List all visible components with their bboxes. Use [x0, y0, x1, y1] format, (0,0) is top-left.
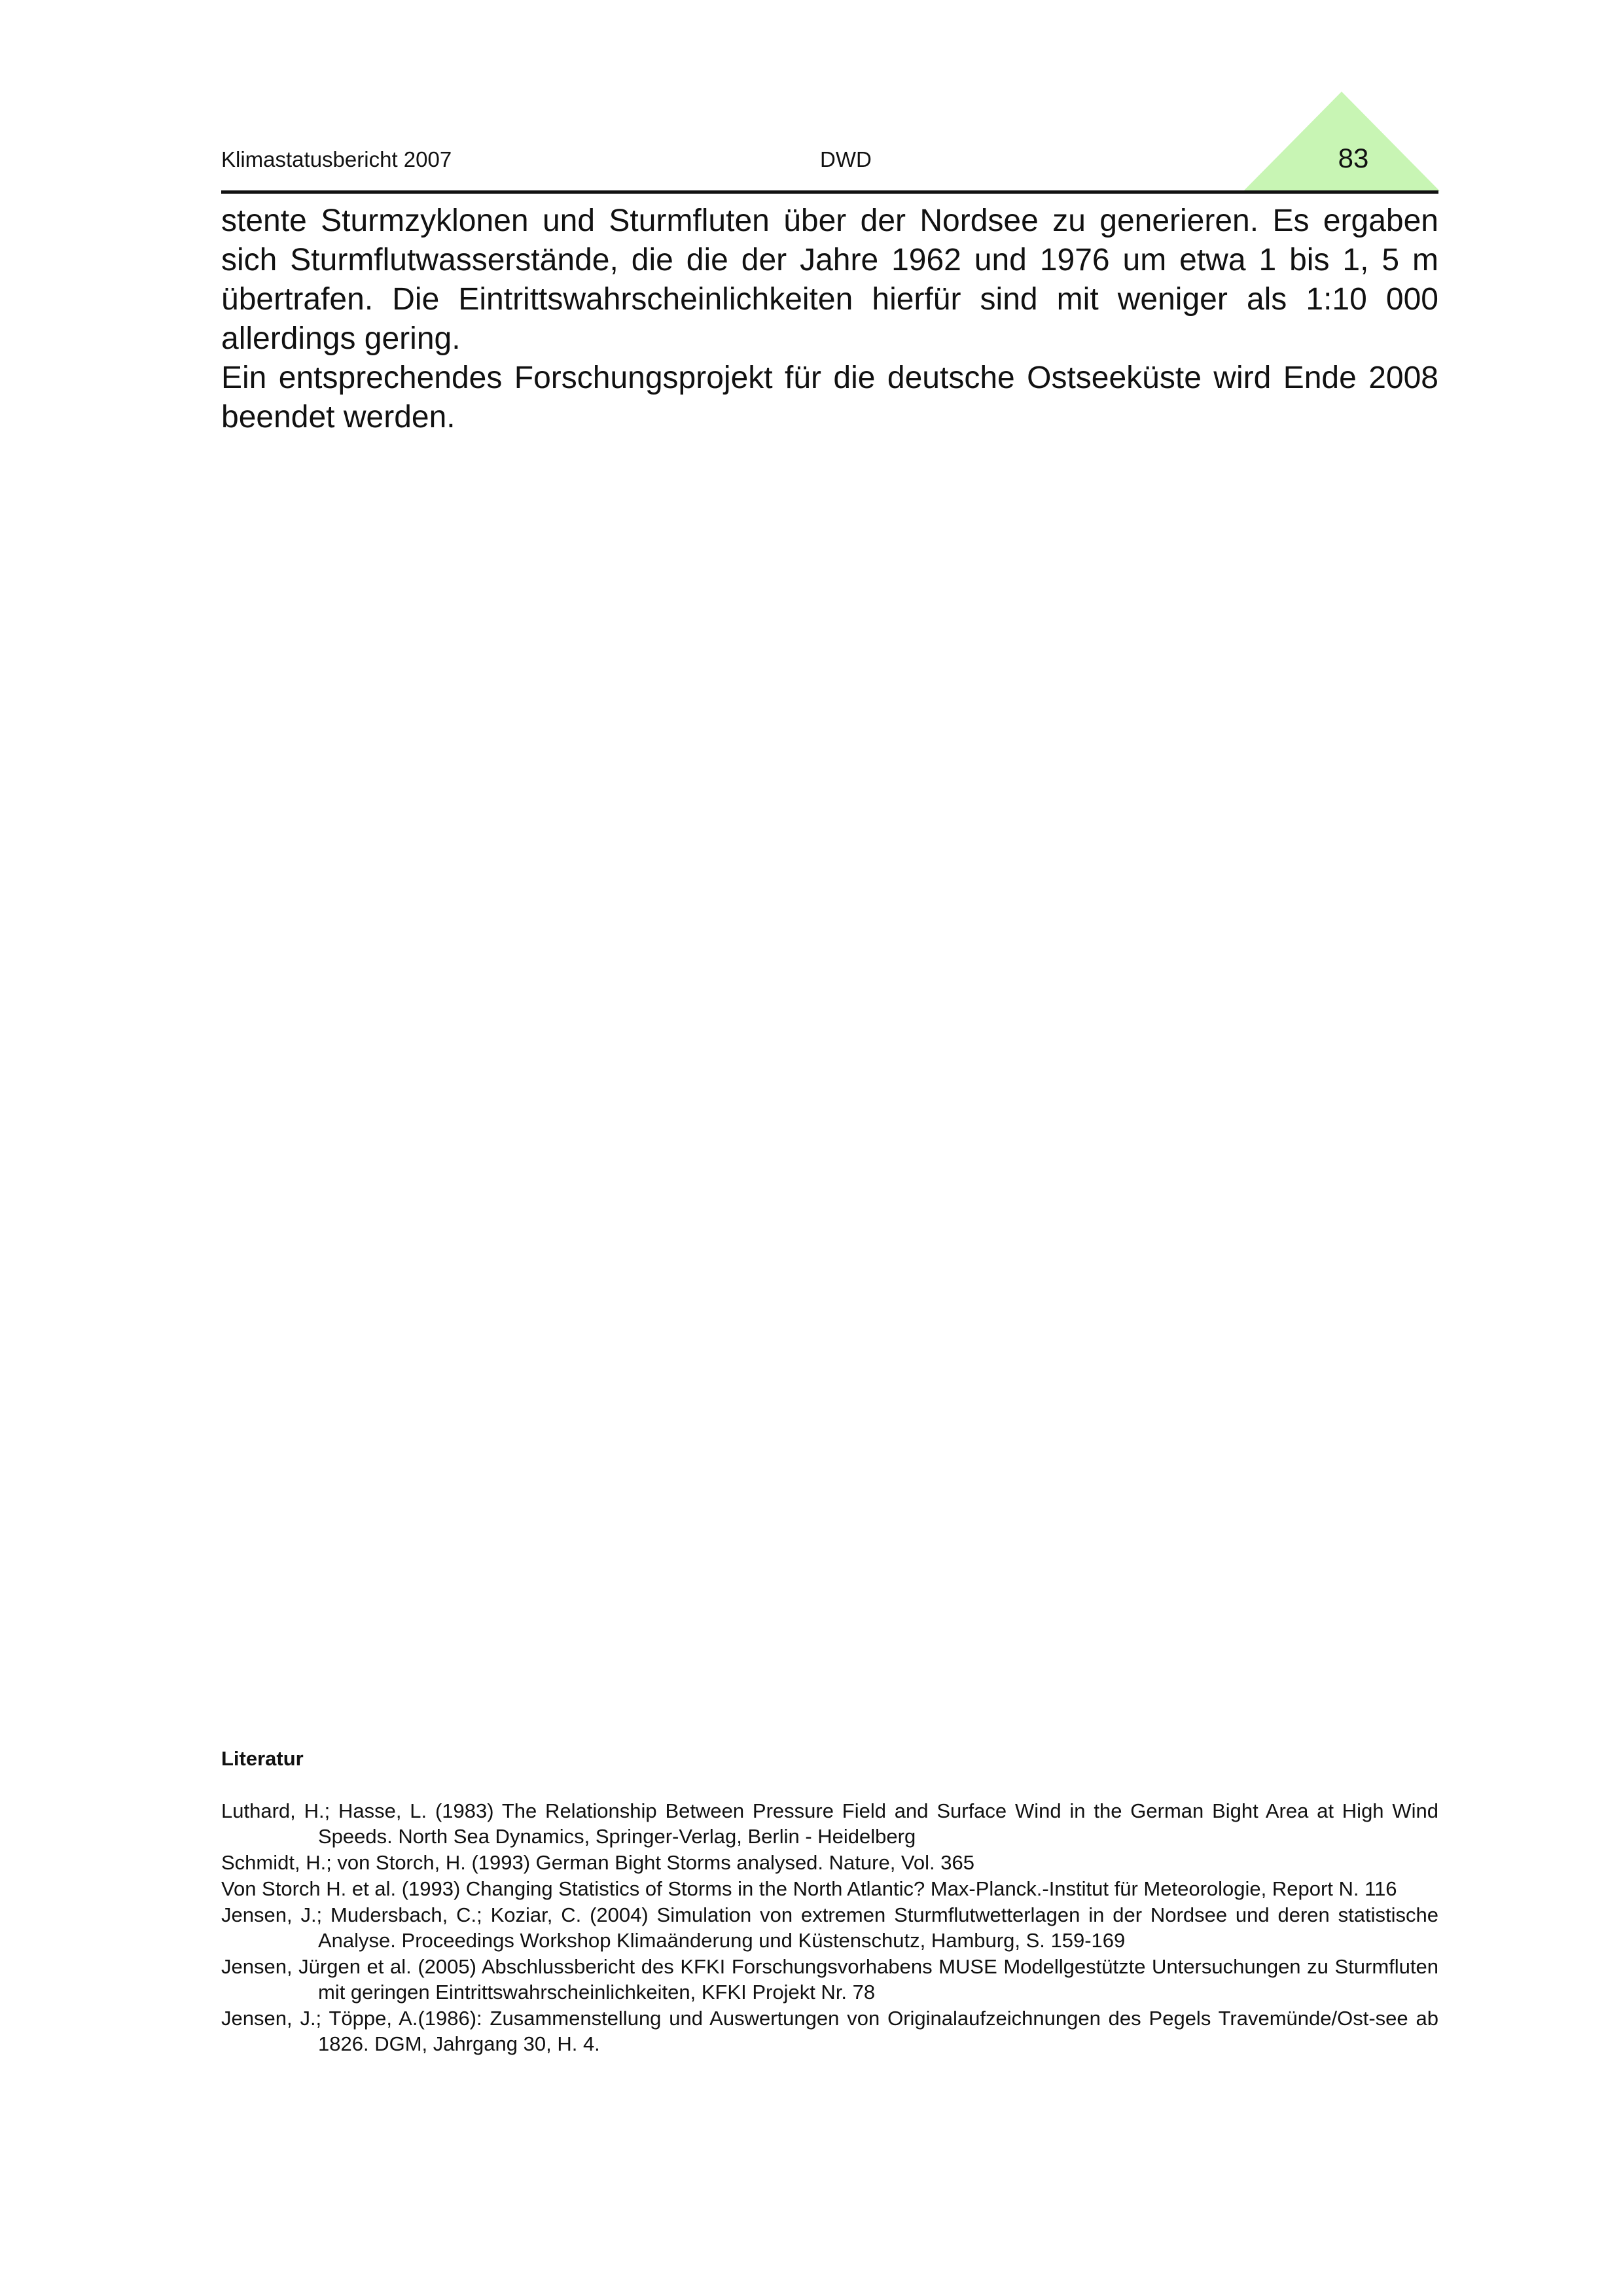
body-paragraph: stente Sturmzyklonen und Sturmfluten über der Nordsee zu generieren. Es ergaben sich Sturmflutwasserstände, die die der Jahre 1962 und 1976 um etwa 1 bis 1, 5 m übertrafen. Die Eintrittswahrscheinlichkeiten hierfür sind mit weniger als 1:10 000 allerdings gering. [221, 203, 1438, 356]
page-number-triangle [1243, 92, 1440, 191]
reference-list [221, 1798, 1438, 2057]
report-title: Klimastatusbericht 2007 [221, 147, 452, 171]
reference-item: Luthard, H.; Hasse, L. (1983) The Relationship Between Pressure Field and Surface Wind in the German Bight Area at High Wind Speeds. North Sea Dynamics, Springer-Verlag, Berlin - Heidelberg [221, 1799, 1438, 1848]
literature-heading: Literatur [221, 1747, 304, 1770]
header-rule [221, 190, 1438, 194]
publisher-name: DWD [820, 147, 872, 171]
reference-item: Jensen, J.; Mudersbach, C.; Koziar, C. (2004) Simulation von extremen Sturmflutwetterlagen in der Nordsee und deren statistische Analyse. Proceedings Workshop Klimaänderung und Küstenschutz, Hamburg, S. 159-169 [221, 1903, 1438, 1952]
reference-item: Schmidt, H.; von Storch, H. (1993) German Bight Storms analysed. Nature, Vol. 365 [221, 1851, 974, 1874]
reference-item: Von Storch H. et al. (1993) Changing Statistics of Storms in the North Atlantic? Max-Planck.-Institut für Meteorologie, Report N. 116 [221, 1877, 1397, 1900]
page-number: 83 [1338, 143, 1369, 173]
reference-item: Jensen, Jürgen et al. (2005) Abschlussbericht des KFKI Forschungsvorhabens MUSE Modellgestützte Untersuchungen zu Sturmfluten mit geringen Eintrittswahrscheinlichkeiten, KFKI Projekt Nr. 78 [221, 1955, 1438, 2004]
body-paragraph: Ein entsprechendes Forschungsprojekt für die deutsche Ostseeküste wird Ende 2008 beendet werden. [221, 361, 1438, 434]
body-text [221, 202, 1438, 437]
page-header [221, 92, 1438, 193]
reference-item: Jensen, J.; Töppe, A.(1986): Zusammenstellung und Auswertungen von Originalaufzeichnungen des Pegels Travemünde/Ost-see ab 1826. DGM, Jahrgang 30, H. 4. [221, 2007, 1438, 2055]
